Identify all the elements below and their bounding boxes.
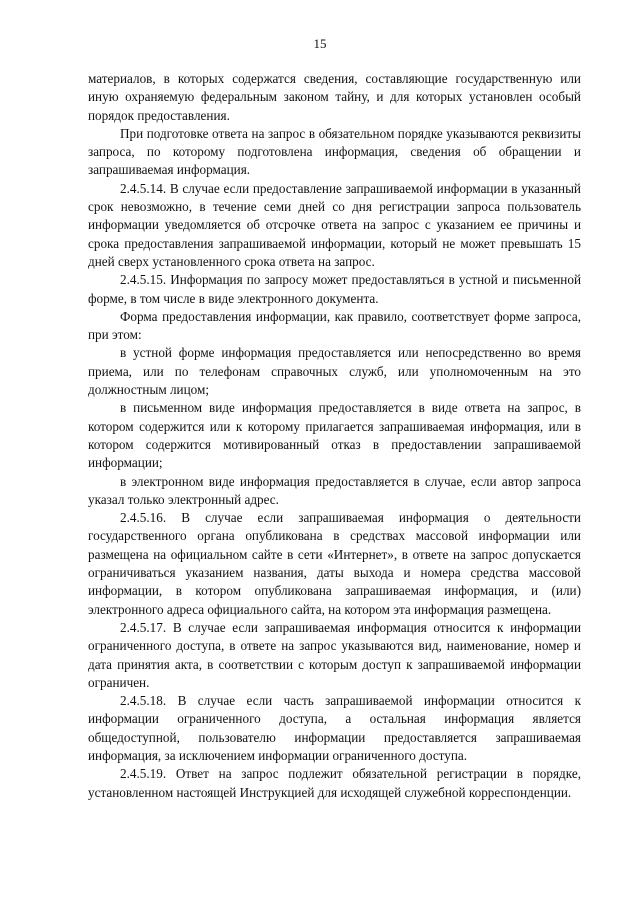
paragraph-2-4-5-19: 2.4.5.19. Ответ на запрос подлежит обязательной регистрации в порядке, установленном настоящей Инструкцией для исходящей служебной корреспонденции. (88, 766, 581, 800)
paragraph-2-4-5-17: 2.4.5.17. В случае если запрашиваемая информация относится к информации ограниченного доступа, в ответе на запрос указываются вид, наименование, номер и дата принятия акта, в соответствии с которым доступ к запрашиваемой информации ограничен. (88, 619, 581, 690)
paragraph-answer-form: Форма предоставления информации, как правило, соответствует форме запроса, при этом: (88, 308, 581, 343)
paragraph-2-4-5-18: 2.4.5.18. В случае если часть запрашиваемой информации относится к информации ограниченного доступа, а остальная информация является общедоступной, пользователю информации предоставляется запрашиваемая информация, за исключением информации ограниченного доступа. (88, 693, 581, 763)
page-number: 15 (313, 36, 327, 51)
paragraph-2-4-5-16: 2.4.5.16. В случае если запрашиваемая информация о деятельности государственного органа опубликована в средствах массовой информации или размещена на официальном сайте в сети «Интернет», в ответе на запрос допускается ограничиваться указанием названия, даты выхода и номера средства массовой информации, в котором опубликована запрашиваемая информация, и (или) электронного адреса официального сайта, на котором эта информация размещена. (88, 510, 581, 617)
paragraph-oral-form: в устной форме информация предоставляется или непосредственно во время приема, или по телефонам справочных служб, или уполномоченным на это должностным лицом; (88, 345, 581, 398)
paragraph-electronic-form: в электронном виде информация предоставляется в случае, если автор запроса указал только электронный адрес. (88, 473, 581, 507)
paragraph-continuation: материалов, в которых содержатся сведения, составляющие государственную или иную охраняемую федеральным законом тайну, и для которых установлен особый порядок предоставления. (88, 71, 581, 123)
paragraph-written-form: в письменном виде информация предоставляется в виде ответа на запрос, в котором содержится или к которому прилагается запрашиваемая информация, или в котором содержится мотивированный отказ в предоставлении запрашиваемой информации; (88, 400, 581, 471)
paragraph-2-4-5-14: 2.4.5.14. В случае если предоставление запрашиваемой информации в указанный срок невозможно, в течение семи дней со дня регистрации запроса пользователь информации уведомляется об отсрочке ответа на запрос с указанием ее причины и срока предоставления запрашиваемой информации, который не может превышать 15 дней сверх установленного срока ответа на запрос. (88, 180, 581, 269)
document-body (88, 70, 581, 802)
paragraph-answer-requisites: При подготовке ответа на запрос в обязательном порядке указываются реквизиты запроса, по которому подготовлена информация, сведения об обращении и запрашиваемая информация. (88, 125, 581, 178)
paragraph-2-4-5-15: 2.4.5.15. Информация по запросу может предоставляться в устной и письменной форме, в том числе в виде электронного документа. (88, 272, 581, 306)
